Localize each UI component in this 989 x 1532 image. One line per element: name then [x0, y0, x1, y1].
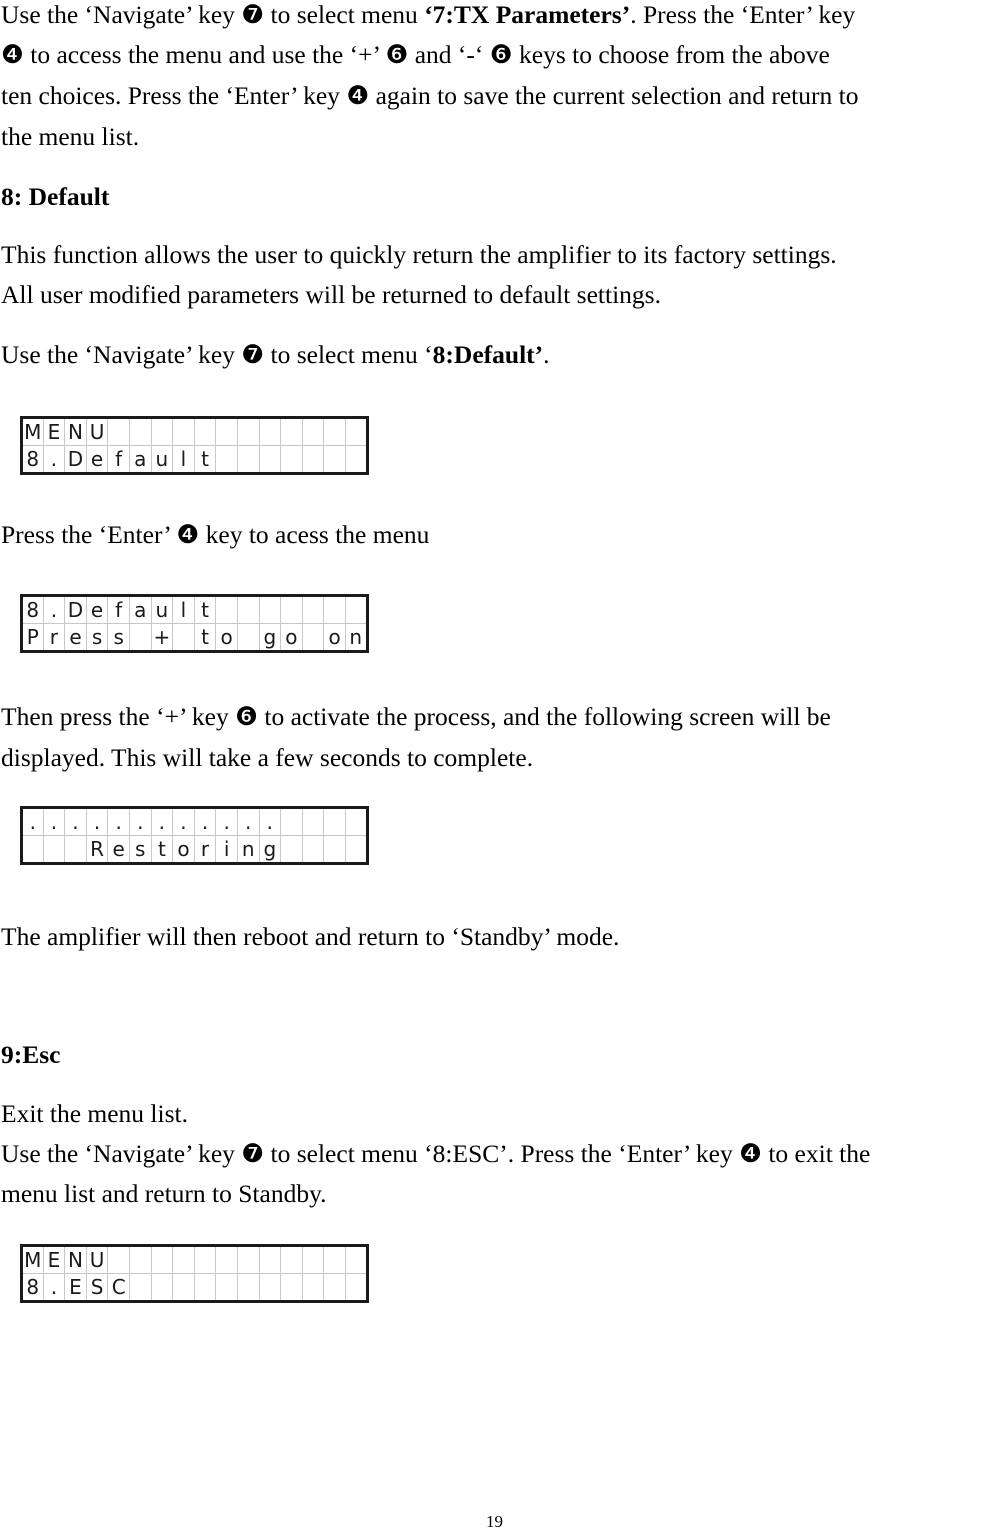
lcd-cell — [65, 836, 87, 864]
lcd-cell — [324, 1246, 346, 1274]
lcd-cell: e — [86, 446, 108, 474]
lcd-cell — [151, 1274, 173, 1302]
lcd-cell: s — [108, 624, 130, 652]
lcd-row-1 — [22, 418, 368, 446]
lcd-cell — [259, 596, 281, 624]
lcd-cell: t — [151, 836, 173, 864]
lcd-cell: . — [43, 808, 65, 836]
lcd-cell: N — [65, 418, 87, 446]
lcd-cell — [43, 836, 65, 864]
lcd-cell: D — [65, 446, 87, 474]
lcd-cell: . — [22, 808, 44, 836]
lcd-cell: u — [151, 446, 173, 474]
lcd-cell: t — [194, 624, 216, 652]
lcd-cell: + — [151, 624, 173, 652]
lcd-cell: U — [86, 1246, 108, 1274]
lcd-cell — [173, 1274, 195, 1302]
page-number: 19 — [486, 1512, 503, 1531]
lcd-cell — [302, 836, 324, 864]
lcd-cell — [302, 1246, 324, 1274]
lcd-display-menu-default — [20, 416, 369, 475]
lcd-cell: 8 — [22, 596, 44, 624]
lcd-cell — [281, 1274, 303, 1302]
lcd-row-2 — [22, 1274, 368, 1302]
lcd-cell: t — [194, 596, 216, 624]
lcd-cell — [108, 418, 130, 446]
lcd-cell: l — [173, 596, 195, 624]
lcd-row-2 — [22, 836, 368, 864]
lcd-display-press-plus — [20, 594, 369, 653]
lcd-cell — [302, 1274, 324, 1302]
lcd-cell: o — [281, 624, 303, 652]
lcd-cell: l — [173, 446, 195, 474]
lcd-row-1 — [22, 808, 368, 836]
lcd-row-2 — [22, 446, 368, 474]
lcd-cell — [302, 418, 324, 446]
lcd-cell: s — [86, 624, 108, 652]
lcd-cell — [281, 808, 303, 836]
default-desc-line2: All user modified parameters will be returned to default settings. — [1, 280, 661, 309]
lcd-cell: n — [345, 624, 367, 652]
heading-esc: 9:Esc — [1, 1040, 61, 1069]
lcd-cell: n — [237, 836, 259, 864]
lcd-cell: . — [108, 808, 130, 836]
lcd-cell — [345, 836, 367, 864]
lcd-display-restoring — [20, 806, 369, 865]
lcd-cell: E — [43, 418, 65, 446]
navigate-key-icon: ❼ — [241, 340, 265, 369]
lcd-cell — [237, 446, 259, 474]
lcd-cell: E — [43, 1246, 65, 1274]
lcd-cell — [302, 624, 324, 652]
lcd-cell: . — [43, 1274, 65, 1302]
lcd-cell — [302, 596, 324, 624]
lcd-cell: . — [173, 808, 195, 836]
lcd-cell — [345, 1246, 367, 1274]
lcd-cell — [216, 1274, 238, 1302]
lcd-cell — [237, 596, 259, 624]
lcd-cell: . — [43, 446, 65, 474]
default-nav-instruction: Use the ‘Navigate’ key ❼ to select menu ‘8:Default’. — [1, 340, 550, 369]
lcd-cell: a — [129, 596, 151, 624]
enter-key-icon: ❹ — [346, 81, 370, 110]
lcd-cell: a — [129, 446, 151, 474]
lcd-cell: . — [151, 808, 173, 836]
lcd-display-menu-esc — [20, 1244, 369, 1303]
lcd-cell — [173, 418, 195, 446]
lcd-cell: t — [194, 446, 216, 474]
lcd-cell: o — [324, 624, 346, 652]
lcd-cell: M — [22, 418, 44, 446]
plus-key-icon: ❻ — [235, 702, 258, 731]
lcd-cell: . — [237, 808, 259, 836]
lcd-cell — [345, 808, 367, 836]
lcd-row-1 — [22, 596, 368, 624]
para-intro-line3: ten choices. Press the ‘Enter’ key ❹ again to save the current selection and return to — [1, 81, 859, 110]
lcd-cell: . — [216, 808, 238, 836]
lcd-cell — [151, 1246, 173, 1274]
lcd-cell — [324, 596, 346, 624]
default-plus-instruction-line1: Then press the ‘+’ key ❻ to activate the process, and the following screen will be — [1, 702, 831, 731]
lcd-cell: M — [22, 1246, 44, 1274]
lcd-cell — [259, 446, 281, 474]
lcd-cell — [259, 1274, 281, 1302]
lcd-cell — [324, 1274, 346, 1302]
lcd-cell: . — [43, 596, 65, 624]
para-intro-line4: the menu list. — [1, 122, 140, 151]
lcd-cell — [237, 418, 259, 446]
lcd-cell — [281, 418, 303, 446]
lcd-row-1 — [22, 1246, 368, 1274]
lcd-cell: 8 — [22, 1274, 44, 1302]
default-enter-instruction: Press the ‘Enter’ ❹ key to acess the menu — [1, 520, 430, 549]
lcd-cell — [129, 1246, 151, 1274]
lcd-cell: C — [108, 1274, 130, 1302]
lcd-cell — [259, 418, 281, 446]
lcd-cell: e — [86, 596, 108, 624]
lcd-cell: S — [86, 1274, 108, 1302]
lcd-cell: g — [259, 624, 281, 652]
lcd-cell: f — [108, 596, 130, 624]
lcd-cell: . — [259, 808, 281, 836]
enter-key-icon: ❹ — [1, 40, 24, 69]
lcd-cell: u — [151, 596, 173, 624]
para-intro-line2: ❹ to access the menu and use the ‘+’ ❻ and ‘-‘ ❻ keys to choose from the above — [1, 40, 830, 69]
lcd-cell — [216, 446, 238, 474]
lcd-cell: e — [65, 624, 87, 652]
lcd-cell — [345, 446, 367, 474]
minus-key-icon: ❻ — [489, 40, 513, 69]
default-reboot-note: The amplifier will then reboot and return to ‘Standby’ mode. — [1, 922, 620, 951]
lcd-cell — [129, 1274, 151, 1302]
lcd-cell: r — [194, 836, 216, 864]
lcd-cell — [345, 418, 367, 446]
plus-key-icon: ❻ — [385, 40, 409, 69]
lcd-cell — [237, 1246, 259, 1274]
lcd-cell — [345, 596, 367, 624]
lcd-cell — [194, 418, 216, 446]
lcd-cell — [281, 836, 303, 864]
lcd-cell — [324, 808, 346, 836]
lcd-cell — [237, 624, 259, 652]
lcd-cell — [281, 446, 303, 474]
lcd-cell — [216, 596, 238, 624]
lcd-cell — [345, 1274, 367, 1302]
lcd-cell: D — [65, 596, 87, 624]
lcd-cell — [173, 624, 195, 652]
lcd-cell: P — [22, 624, 44, 652]
default-desc-line1: This function allows the user to quickly return the amplifier to its factory settings. — [1, 240, 837, 269]
default-plus-instruction-line2: displayed. This will take a few seconds to complete. — [1, 743, 534, 772]
lcd-cell — [302, 446, 324, 474]
lcd-cell — [281, 1246, 303, 1274]
lcd-cell: . — [194, 808, 216, 836]
heading-default: 8: Default — [1, 182, 110, 211]
esc-desc: Exit the menu list. — [1, 1099, 188, 1128]
lcd-cell: r — [43, 624, 65, 652]
lcd-cell: o — [173, 836, 195, 864]
lcd-cell — [108, 1246, 130, 1274]
lcd-cell — [194, 1274, 216, 1302]
lcd-cell: R — [86, 836, 108, 864]
lcd-cell — [281, 596, 303, 624]
lcd-cell: o — [216, 624, 238, 652]
lcd-cell — [259, 1246, 281, 1274]
lcd-cell — [216, 1246, 238, 1274]
lcd-cell — [237, 1274, 259, 1302]
lcd-cell: . — [129, 808, 151, 836]
lcd-cell: i — [216, 836, 238, 864]
lcd-cell: . — [86, 808, 108, 836]
lcd-cell — [129, 624, 151, 652]
enter-key-icon: ❹ — [739, 1139, 762, 1168]
lcd-cell — [324, 836, 346, 864]
lcd-cell — [151, 418, 173, 446]
navigate-key-icon: ❼ — [241, 0, 265, 29]
lcd-cell: s — [129, 836, 151, 864]
lcd-cell — [173, 1246, 195, 1274]
lcd-cell: E — [65, 1274, 87, 1302]
lcd-cell — [216, 418, 238, 446]
lcd-cell: e — [108, 836, 130, 864]
enter-key-icon: ❹ — [176, 520, 200, 549]
lcd-cell: 8 — [22, 446, 44, 474]
lcd-cell — [22, 836, 44, 864]
lcd-cell — [194, 1246, 216, 1274]
lcd-cell: N — [65, 1246, 87, 1274]
lcd-cell: f — [108, 446, 130, 474]
lcd-cell — [302, 808, 324, 836]
lcd-cell: U — [86, 418, 108, 446]
esc-nav-instruction-line1: Use the ‘Navigate’ key ❼ to select menu ‘8:ESC’. Press the ‘Enter’ key ❹ to exit the — [1, 1139, 871, 1168]
lcd-cell — [324, 418, 346, 446]
lcd-cell — [324, 446, 346, 474]
para-intro-line1: Use the ‘Navigate’ key ❼ to select menu ‘7:TX Parameters’. Press the ‘Enter’ key — [1, 0, 856, 29]
lcd-cell: . — [65, 808, 87, 836]
esc-nav-instruction-line2: menu list and return to Standby. — [1, 1179, 327, 1208]
navigate-key-icon: ❼ — [241, 1139, 265, 1168]
lcd-cell: g — [259, 836, 281, 864]
lcd-row-2 — [22, 624, 368, 652]
lcd-cell — [129, 418, 151, 446]
